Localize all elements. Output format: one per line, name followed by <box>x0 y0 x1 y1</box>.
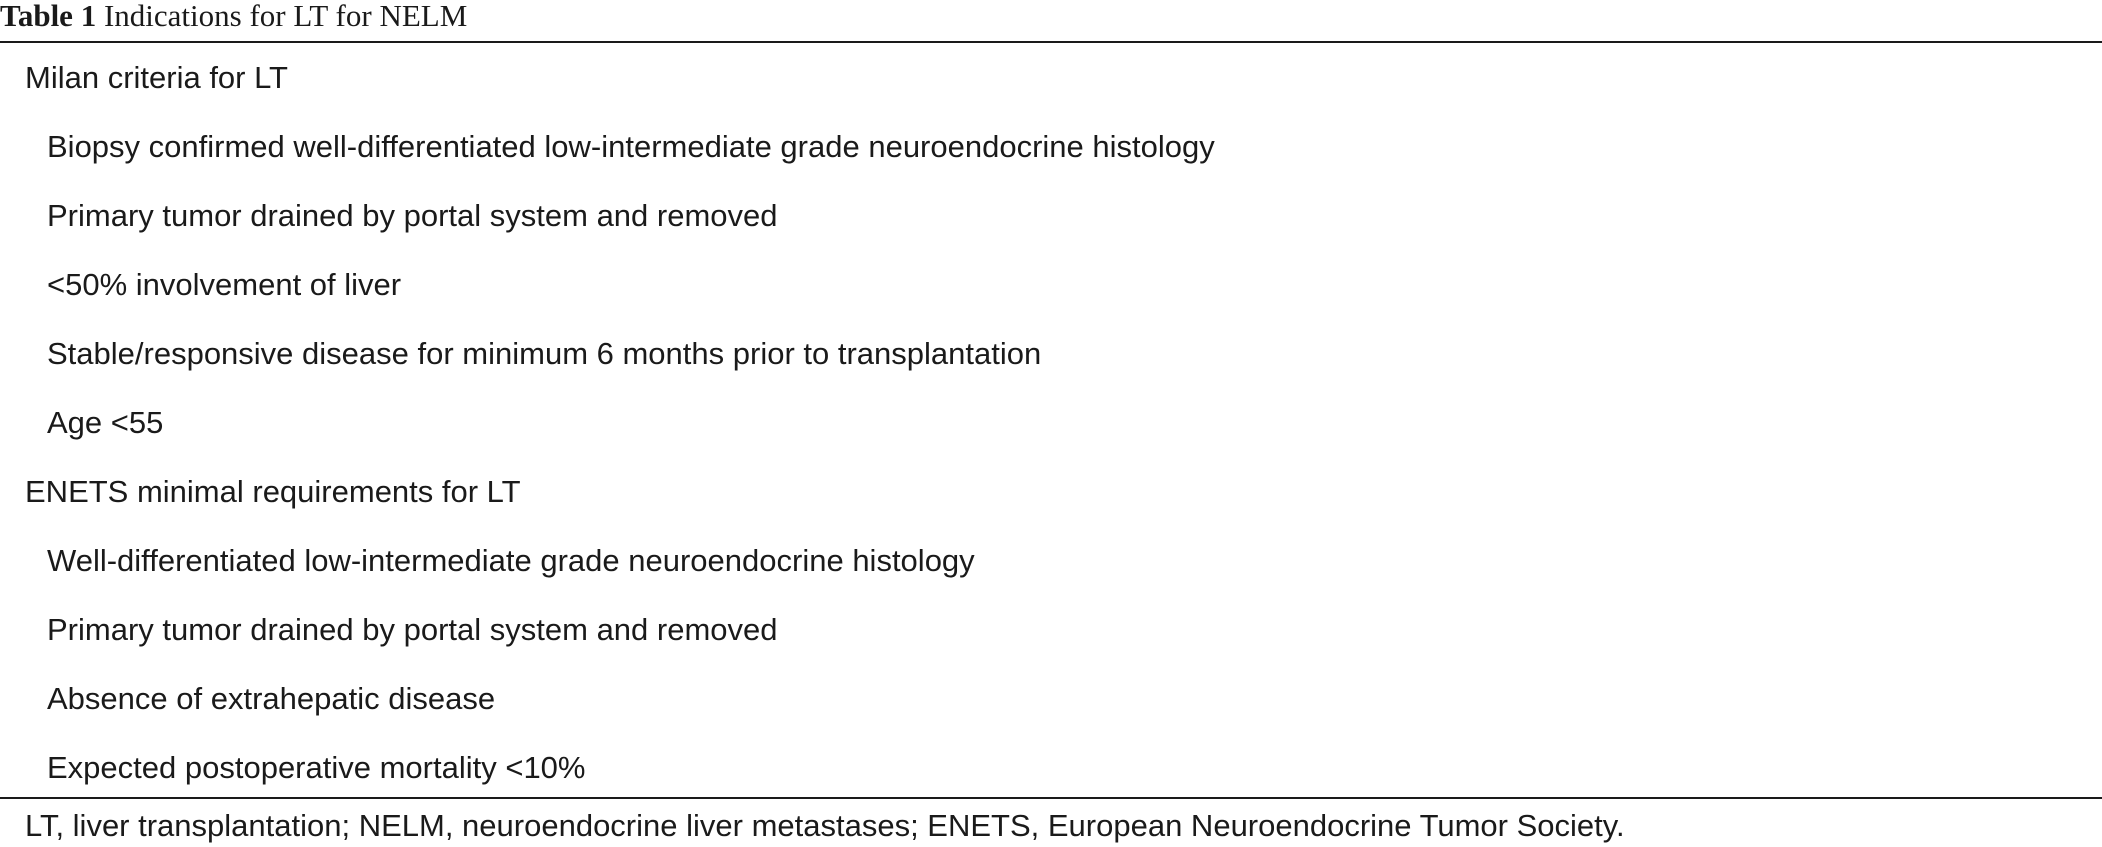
criterion-row: <50% involvement of liver <box>47 267 402 302</box>
criterion-row: Absence of extrahepatic disease <box>47 681 496 716</box>
criterion-row: Primary tumor drained by portal system and removed <box>47 612 778 647</box>
criterion-row: Biopsy confirmed well-differentiated low-intermediate grade neuroendocrine histology <box>47 129 1215 164</box>
table-number: Table 1 <box>0 0 97 33</box>
criterion-row: Primary tumor drained by portal system and removed <box>47 198 778 233</box>
bottom-rule <box>0 797 2102 799</box>
table-caption <box>0 0 467 40</box>
criterion-row: Well-differentiated low-intermediate grade neuroendocrine histology <box>47 543 975 578</box>
table-title: Indications for LT for NELM <box>103 0 468 33</box>
criterion-row: Age <55 <box>47 405 164 440</box>
table-body <box>0 43 2102 802</box>
table-footnote: LT, liver transplantation; NELM, neuroendocrine liver metastases; ENETS, European Neuroendocrine Tumor Society. <box>25 808 1625 843</box>
section-heading-milan: Milan criteria for LT <box>25 60 288 95</box>
section-heading-enets: ENETS minimal requirements for LT <box>25 474 521 509</box>
criterion-row: Expected postoperative mortality <10% <box>47 750 586 785</box>
criterion-row: Stable/responsive disease for minimum 6 months prior to transplantation <box>47 336 1042 371</box>
